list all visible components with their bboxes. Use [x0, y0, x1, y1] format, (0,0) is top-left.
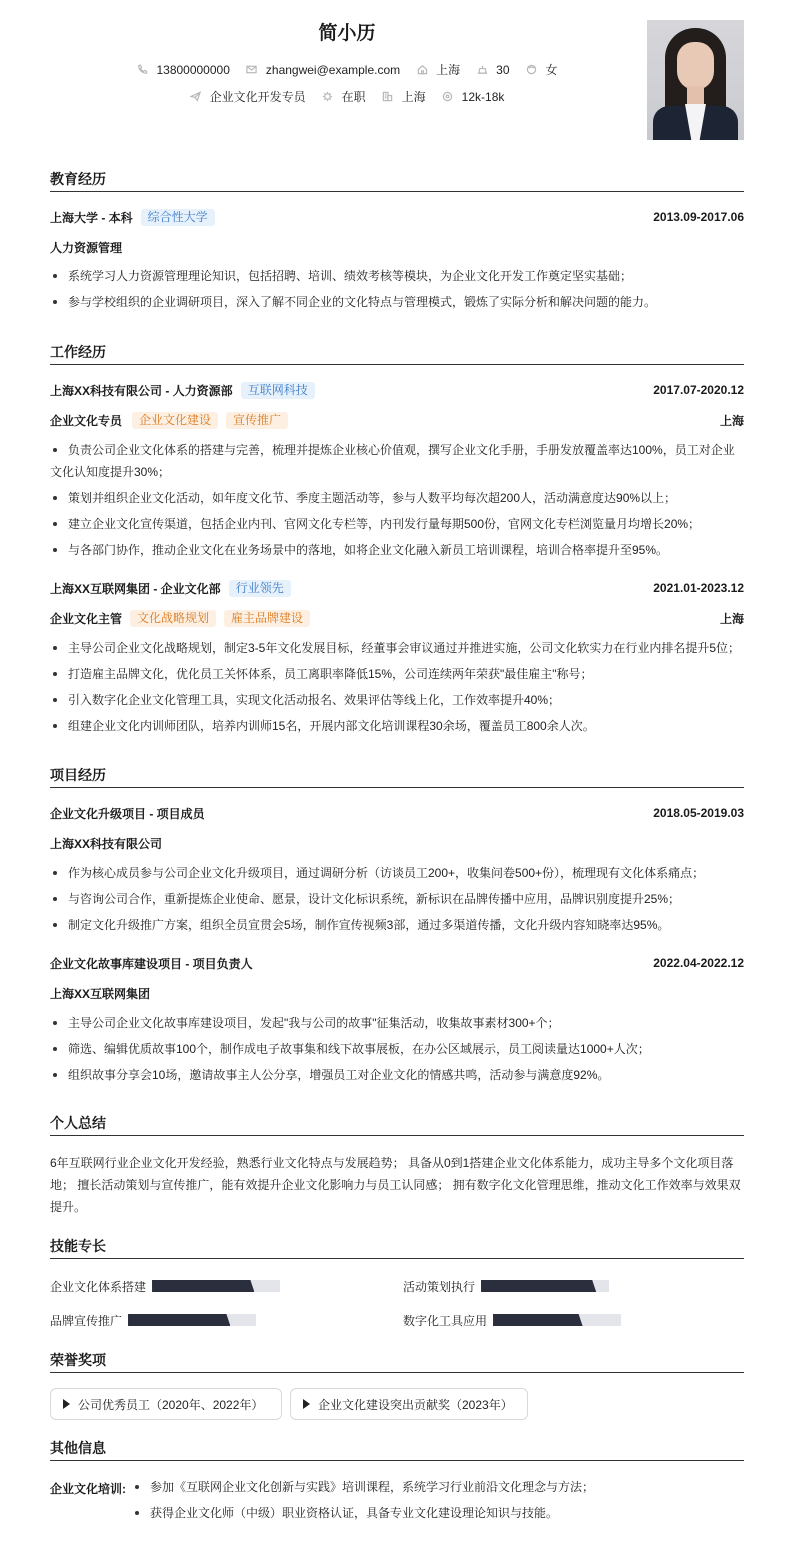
job-info-row	[50, 88, 644, 105]
mail-icon	[246, 64, 258, 76]
company-tag: 互联网科技	[241, 382, 315, 399]
role-tag: 宣传推广	[226, 412, 288, 429]
list-item: 组建企业文化内训师团队，培养内训师15名，开展内部文化培训课程30余场，覆盖员工800余人次。	[50, 715, 744, 737]
section-title: 荣誉奖项	[50, 1351, 744, 1373]
work-role-row	[50, 608, 744, 628]
section-title: 工作经历	[50, 343, 744, 365]
skill-label: 数字化工具应用	[403, 1313, 488, 1328]
school-tag: 综合性大学	[141, 209, 215, 226]
section-title: 教育经历	[50, 170, 744, 192]
skills-section	[50, 1237, 744, 1259]
section-title: 项目经历	[50, 766, 744, 788]
home-icon	[416, 64, 428, 76]
list-item: 主导公司企业文化战略规划，制定3-5年文化发展目标，经董事会审议通过并推进实施，公司文化软实力在行业内排名提升5位；	[50, 637, 744, 659]
list-item: 获得企业文化师（中级）职业资格认证，具备专业文化建设理论知识与技能。	[132, 1502, 744, 1524]
age-info	[476, 63, 509, 77]
role-tag: 文化战略规划	[130, 610, 216, 627]
skill-label: 活动策划执行	[403, 1279, 476, 1294]
salary-info	[442, 90, 505, 104]
list-item: 负责公司企业文化体系的搭建与完善，梳理并提炼企业核心价值观，撰写企业文化手册，手册发放覆盖率达100%，员工对企业文化认知度提升30%；	[50, 439, 744, 483]
list-item: 参与学校组织的企业调研项目，深入了解不同企业的文化特点与管理模式，锻炼了实际分析和解决问题的能力。	[50, 291, 744, 313]
other-bullets	[132, 1476, 744, 1528]
skill-item	[403, 1312, 621, 1328]
other-label: 企业文化培训:	[50, 1482, 126, 1496]
company-name: 上海XX互联网集团 - 企业文化部	[50, 581, 221, 596]
other-section	[50, 1439, 744, 1461]
project-org-row	[50, 833, 744, 853]
award-item	[50, 1388, 282, 1420]
email-info	[246, 63, 400, 77]
skill-label: 企业文化体系搭建	[50, 1279, 147, 1294]
salary-icon	[442, 91, 454, 103]
skill-bar	[152, 1280, 280, 1292]
phone-text: 13800000000	[156, 62, 230, 77]
list-item: 建立企业文化宣传渠道，包括企业内刊、官网文化专栏等，内刊发行量每期500份，官网文化专栏浏览量月均增长20%；	[50, 513, 744, 535]
status-icon	[322, 91, 334, 103]
project-org: 上海XX互联网集团	[50, 986, 151, 1001]
role-title: 企业文化专员	[50, 413, 123, 428]
project-item-header	[50, 953, 744, 973]
role-tag: 雇主品牌建设	[224, 610, 310, 627]
skill-label: 品牌宣传推广	[50, 1313, 123, 1328]
list-item: 制定文化升级推广方案，组织全员宣贯会5场，制作宣传视频3部，通过多渠道传播，文化升级内容知晓率达95%。	[50, 914, 744, 936]
job-intent-text: 企业文化开发专员	[209, 90, 306, 104]
phone-icon	[136, 64, 148, 76]
work-bullets	[50, 637, 744, 741]
awards-section	[50, 1351, 744, 1373]
work-location: 上海	[719, 611, 744, 626]
gender-icon	[526, 64, 538, 76]
list-item: 筛选、编辑优质故事100个，制作成电子故事集和线下故事展板，在办公区域展示，员工阅读量达1000+人次；	[50, 1038, 744, 1060]
work-role-row	[50, 410, 744, 430]
section-title: 个人总结	[50, 1114, 744, 1136]
project-org: 上海XX科技有限公司	[50, 836, 163, 851]
summary-text: 6年互联网行业企业文化开发经验，熟悉行业文化特点与发展趋势； 具备从0到1搭建企业文化体系能力，成功主导多个文化项目落地； 擅长活动策划与宣传推广，能有效提升企业文化影响力与员工认同感； 拥有数字化文化管理思维，推动文化工作效率与效果双提升。	[50, 1156, 741, 1214]
project-name: 企业文化故事库建设项目 - 项目负责人	[50, 956, 253, 971]
email-text: zhangwei@example.com	[265, 62, 401, 77]
resume-page	[50, 0, 744, 1520]
resume-header	[50, 0, 744, 160]
project-bullets	[50, 862, 744, 940]
list-item: 打造雇主品牌文化，优化员工关怀体系，员工离职率降低15%，公司连续两年荣获"最佳雇主"称号；	[50, 663, 744, 685]
work-item-header	[50, 578, 744, 598]
projects-section	[50, 766, 744, 788]
list-item: 参加《互联网企业文化创新与实践》培训课程，系统学习行业前沿文化理念与方法；	[132, 1476, 744, 1498]
skill-bar	[493, 1314, 621, 1326]
work-section	[50, 343, 744, 365]
company-name: 上海XX科技有限公司 - 人力资源部	[50, 383, 233, 398]
award-item	[290, 1388, 528, 1420]
skill-bar	[128, 1314, 256, 1326]
summary-section	[50, 1114, 744, 1136]
award-text: 企业文化建设突出贡献奖（2023年）	[318, 1397, 513, 1412]
education-section	[50, 170, 744, 192]
major-row	[50, 237, 744, 257]
status-text: 在职	[341, 90, 366, 104]
work-city-text: 上海	[401, 90, 426, 104]
gender-text: 女	[545, 63, 558, 77]
project-date: 2018.05-2019.03	[653, 806, 744, 820]
skill-item	[50, 1312, 256, 1328]
list-item: 与各部门协作，推动企业文化在业务场景中的落地，如将企业文化融入新员工培训课程，培训合格率提升至95%。	[50, 539, 744, 561]
salary-text: 12k-18k	[461, 89, 505, 104]
age-text: 30	[496, 62, 510, 77]
work-date: 2021.01-2023.12	[653, 581, 744, 595]
triangle-right-icon	[63, 1399, 70, 1409]
age-icon	[476, 64, 488, 76]
school-name: 上海大学 - 本科	[50, 210, 133, 225]
major: 人力资源管理	[50, 240, 123, 255]
skill-bar-fill	[152, 1280, 254, 1292]
section-title: 其他信息	[50, 1439, 744, 1461]
project-org-row	[50, 983, 744, 1003]
list-item: 与咨询公司合作，重新提炼企业使命、愿景，设计文化标识系统，新标识在品牌传播中应用，品牌识别度提升25%；	[50, 888, 744, 910]
work-location: 上海	[719, 413, 744, 428]
project-date: 2022.04-2022.12	[653, 956, 744, 970]
list-item: 组织故事分享会10场，邀请故事主人公分享，增强员工对企业文化的情感共鸣，活动参与满意度92%。	[50, 1064, 744, 1086]
candidate-name: 简小历	[318, 23, 376, 44]
contact-row	[50, 61, 644, 78]
section-title: 技能专长	[50, 1237, 744, 1259]
skill-item	[403, 1278, 609, 1294]
award-text: 公司优秀员工（2020年、2022年）	[78, 1397, 264, 1412]
building-icon	[382, 91, 394, 103]
project-bullets	[50, 1012, 744, 1090]
phone-info	[136, 63, 229, 77]
project-item-header	[50, 803, 744, 823]
company-tag: 行业领先	[229, 580, 291, 597]
status-info	[322, 88, 366, 105]
work-item-header	[50, 380, 744, 400]
skill-bar-fill	[128, 1314, 230, 1326]
work-bullets	[50, 439, 744, 565]
location-text: 上海	[436, 63, 461, 77]
project-name: 企业文化升级项目 - 项目成员	[50, 806, 205, 821]
skill-bar-fill	[493, 1314, 583, 1326]
job-intent-info	[190, 88, 306, 105]
education-item-header	[50, 207, 744, 227]
list-item: 系统学习人力资源管理理论知识，包括招聘、培训、绩效考核等模块，为企业文化开发工作奠定坚实基础；	[50, 265, 744, 287]
role-tag: 企业文化建设	[132, 412, 218, 429]
profile-photo	[647, 20, 744, 140]
work-city-info	[382, 88, 426, 105]
skill-item	[50, 1278, 280, 1294]
skill-bar	[481, 1280, 609, 1292]
education-date: 2013.09-2017.06	[653, 210, 744, 224]
send-icon	[190, 91, 202, 103]
list-item: 策划并组织企业文化活动，如年度文化节、季度主题活动等，参与人数平均每次超200人，活动满意度达90%以上；	[50, 487, 744, 509]
work-date: 2017.07-2020.12	[653, 383, 744, 397]
list-item: 作为核心成员参与公司企业文化升级项目，通过调研分析（访谈员工200+，收集问卷500+份），梳理现有文化体系痛点；	[50, 862, 744, 884]
triangle-right-icon	[303, 1399, 310, 1409]
skill-bar-fill	[481, 1280, 596, 1292]
gender-info	[526, 61, 558, 78]
list-item: 引入数字化企业文化管理工具，实现文化活动报名、效果评估等线上化，工作效率提升40%；	[50, 689, 744, 711]
list-item: 主导公司企业文化故事库建设项目，发起"我与公司的故事"征集活动，收集故事素材300+个；	[50, 1012, 744, 1034]
role-title: 企业文化主管	[50, 611, 123, 626]
location-info	[416, 61, 460, 78]
education-bullets	[50, 265, 744, 317]
